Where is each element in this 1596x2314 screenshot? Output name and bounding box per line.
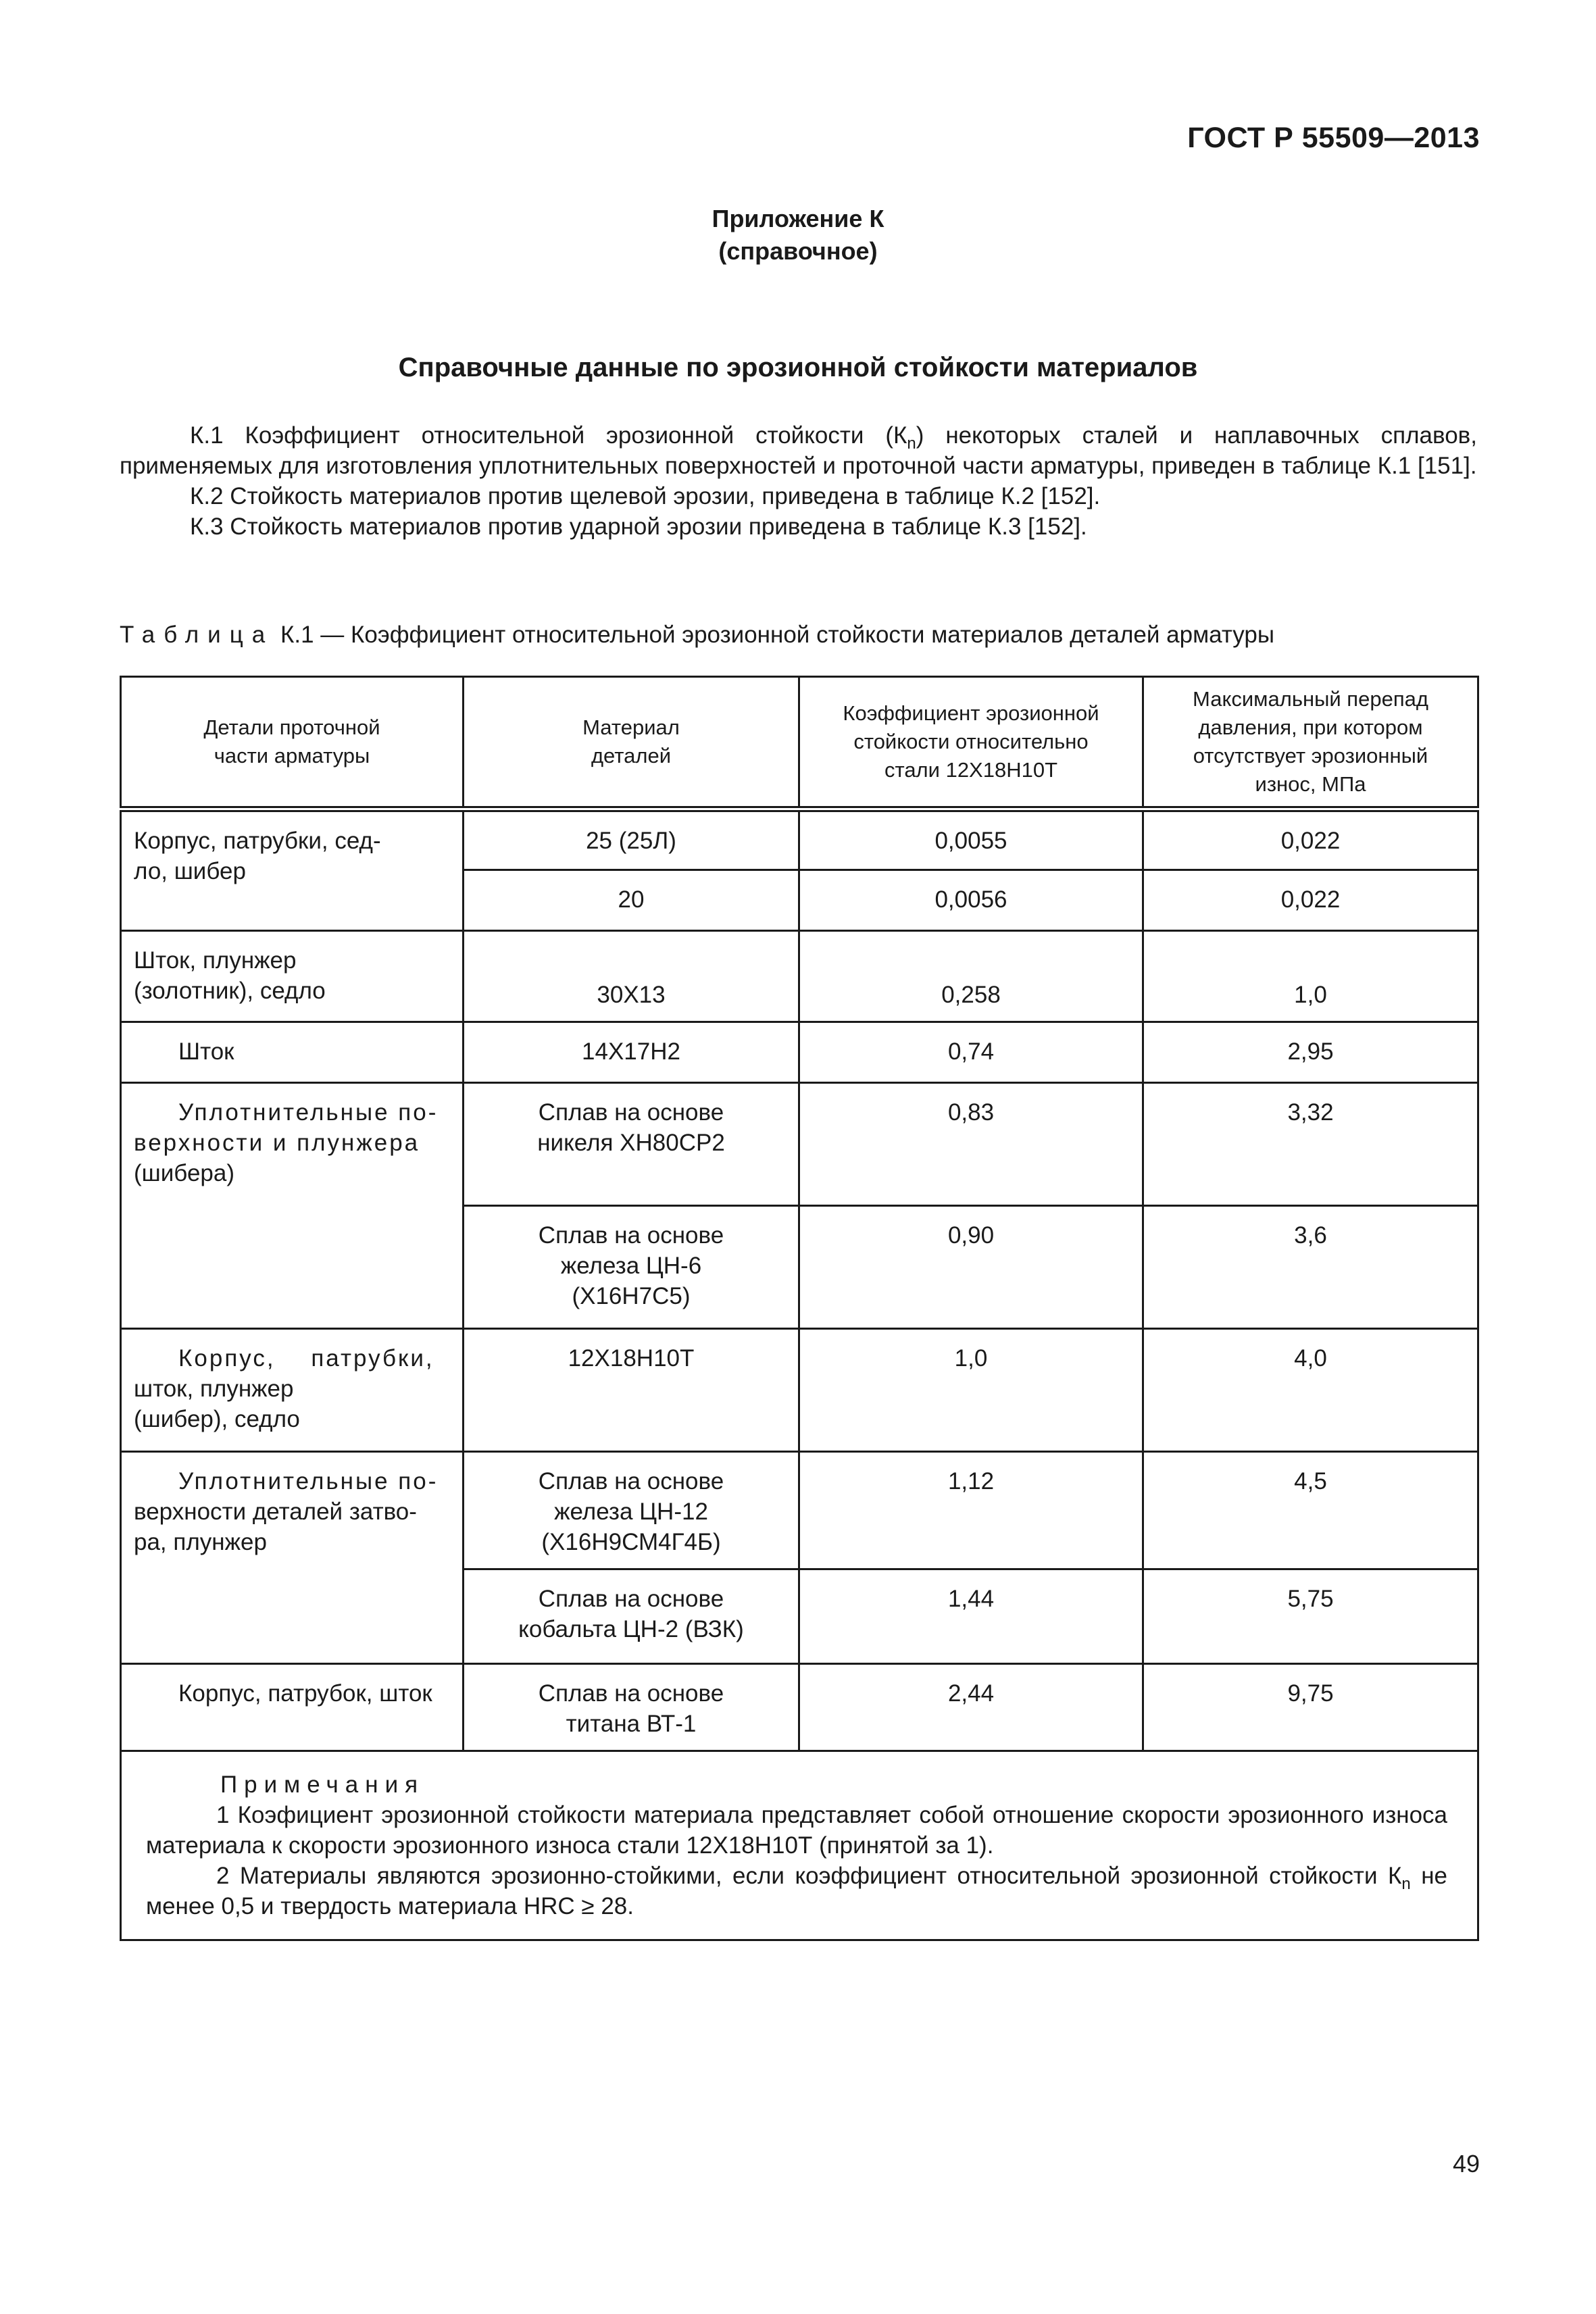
cell-coefficient: 0,90 — [799, 1206, 1143, 1329]
cell-pressure: 4,5 — [1143, 1452, 1478, 1569]
cell-coefficient: 2,44 — [799, 1664, 1143, 1751]
cell-pressure: 3,32 — [1143, 1083, 1478, 1206]
paragraph-k3: К.3 Стойкость материалов против ударной эрозии приведена в таблице К.3 [152]. — [190, 513, 1087, 540]
header-coefficient: Коэффициент эрозионной стойкости относительно стали 12Х18Н10Т — [799, 677, 1143, 809]
appendix-heading — [0, 203, 1596, 268]
cell-pressure: 9,75 — [1143, 1664, 1478, 1751]
paragraph-k2: К.2 Стойкость материалов против щелевой эрозии, приведена в таблице К.2 [152]. — [190, 483, 1101, 509]
appendix-kind: (справочное) — [718, 237, 878, 265]
table-row — [121, 1329, 1478, 1452]
cell-coefficient: 0,74 — [799, 1022, 1143, 1083]
header-parts: Детали проточной части арматуры — [121, 677, 464, 809]
cell-pressure: 0,022 — [1143, 809, 1478, 870]
table-caption: Таблица К.1 — Коэффициент относительной эрозионной стойкости материалов деталей арматуры — [120, 622, 1274, 648]
table-row — [121, 1022, 1478, 1083]
table-notes-row — [121, 1751, 1478, 1940]
note-1: 1 Коэфициент эрозионной стойкости материала представляет собой отношение скорости эрозионного износа материала к скорости эрозионного износа стали 12Х18Н10Т (принятой за 1). — [146, 1802, 1447, 1859]
cell-part: Корпус, патрубки, шток, плунжер (шибер), седло — [121, 1329, 464, 1452]
cell-material: 14Х17Н2 — [464, 1022, 799, 1083]
cell-pressure: 2,95 — [1143, 1022, 1478, 1083]
cell-pressure: 0,022 — [1143, 870, 1478, 931]
cell-part: Корпус, патрубок, шток — [121, 1664, 464, 1751]
cell-material: Сплав на основе железа ЦН-12 (Х16Н9СМ4Г4Б) — [464, 1452, 799, 1569]
document-code: ГОСТ Р 55509—2013 — [1187, 122, 1480, 154]
cell-material: 25 (25Л) — [464, 809, 799, 870]
cell-part: Шток — [121, 1022, 464, 1083]
table-k1 — [120, 676, 1479, 1941]
table-row — [121, 1083, 1478, 1206]
cell-coefficient: 1,0 — [799, 1329, 1143, 1452]
cell-material: Сплав на основе кобальта ЦН-2 (ВЗК) — [464, 1569, 799, 1664]
cell-pressure: 4,0 — [1143, 1329, 1478, 1452]
cell-part: Уплотнительные по- верхности и плунжера (шибера) — [121, 1083, 464, 1329]
cell-material: 30Х13 — [464, 931, 799, 1022]
table-notes — [121, 1751, 1478, 1940]
page-number: 49 — [1452, 2150, 1480, 2178]
cell-coefficient: 0,0056 — [799, 870, 1143, 931]
table-row — [121, 1664, 1478, 1751]
cell-part: Корпус, патрубки, сед- ло, шибер — [121, 809, 464, 931]
cell-part: Уплотнительные по- верхности деталей затво- ра, плунжер — [121, 1452, 464, 1664]
table-header-row — [121, 677, 1478, 809]
table-row — [121, 1452, 1478, 1569]
cell-material: Сплав на основе никеля ХН80СР2 — [464, 1083, 799, 1206]
cell-part: Шток, плунжер (золотник), седло — [121, 931, 464, 1022]
cell-coefficient: 0,0055 — [799, 809, 1143, 870]
paragraph-k1: К.1 Коэффициент относительной эрозионной стойкости $(К_n)$ некоторых сталей и наплавочных сплавов, применяемых для изготовления уплотнительных поверхностей и проточной части арматуры, приведен в таблице К.1 [151]. — [120, 422, 1477, 479]
cell-coefficient: 0,83 — [799, 1083, 1143, 1206]
table-row — [121, 931, 1478, 1022]
header-material: Материал деталей — [464, 677, 799, 809]
table-row — [121, 809, 1478, 870]
cell-material: Сплав на основе титана ВТ-1 — [464, 1664, 799, 1751]
cell-material: 12Х18Н10Т — [464, 1329, 799, 1452]
cell-pressure: 3,6 — [1143, 1206, 1478, 1329]
notes-title: Примечания — [220, 1771, 425, 1798]
cell-material: Сплав на основе железа ЦН-6 (Х16Н7С5) — [464, 1206, 799, 1329]
cell-coefficient: 0,258 — [799, 931, 1143, 1022]
section-title: Справочные данные по эрозионной стойкости материалов — [398, 353, 1198, 382]
header-max-pressure: Максимальный перепад давления, при котором отсутствует эрозионный износ, МПа — [1143, 677, 1478, 809]
note-2: 2 Материалы являются эрозионно-стойкими, если коэффициент относительной эрозионной стойкости $К_n$ не менее 0,5 и твердость материала HRC ≥ 28. — [146, 1863, 1447, 1919]
cell-pressure: 5,75 — [1143, 1569, 1478, 1664]
body-text — [120, 420, 1477, 542]
appendix-label: Приложение К — [712, 205, 884, 232]
cell-coefficient: 1,44 — [799, 1569, 1143, 1664]
cell-material: 20 — [464, 870, 799, 931]
cell-pressure: 1,0 — [1143, 931, 1478, 1022]
cell-coefficient: 1,12 — [799, 1452, 1143, 1569]
